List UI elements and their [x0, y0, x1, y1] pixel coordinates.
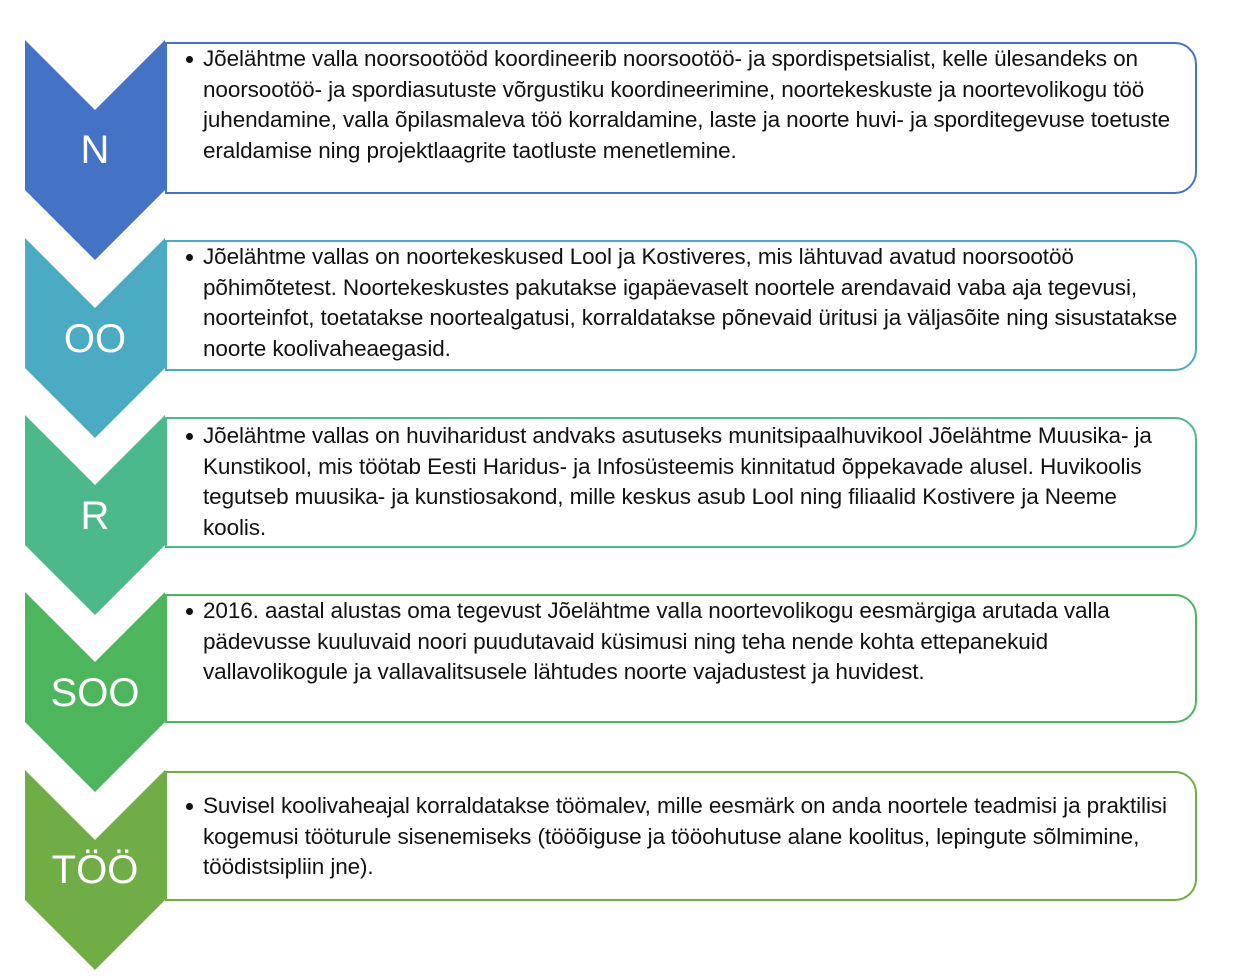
- chevron-label-r: R: [80, 494, 110, 538]
- step-text-box-2: [165, 240, 1197, 371]
- chevron-label-oo: OO: [63, 317, 127, 361]
- step-text-box-5: [165, 771, 1197, 901]
- chevron-label-soo: SOO: [50, 671, 140, 715]
- step-text-box-3: [165, 417, 1197, 548]
- bullet-text: 2016. aastal alustas oma tegevust Jõelähtme valla noortevolikogu eesmärgiga arutada valla pädevusse kuuluvaid noori puudutavaid küsimusi ning teha nende kohta ettepanekuid vallavolikogule ja vallavalitsusele lähtudes noorte vajadustest ja huvidest.: [185, 596, 1183, 688]
- bullet-text: Jõelähtme vallas on noortekeskused Lool ja Kostiveres, mis lähtuvad avatud noorsootöö põhimõtetest. Noortekeskustes pakutakse igapäevaselt noortele arendavaid vaba aja tegevusi, noorteinfot, toetatakse noortealgatusi, korraldatakse põnevaid üritusi ja väljasõite ning sisustatakse noorte koolivaheaegasid.: [185, 242, 1183, 364]
- chevron-label-n: N: [80, 128, 110, 172]
- bullet-text: Jõelähtme vallas on huviharidust andvaks asutuseks munitsipaalhuvikool Jõelähtme Muusika- ja Kunstikool, mis töötab Eesti Haridus- ja Infosüsteemis kinnitatud õppekavade alusel. Huvikoolis tegutseb muusika- ja kunstiosakond, mille keskus asub Lool ning filiaalid Kostivere ja Neeme koolis.: [185, 421, 1183, 543]
- step-text-box-4: [165, 594, 1197, 723]
- chevron-label-too: TÖÖ: [51, 848, 139, 892]
- bullet-text: Suvisel koolivaheajal korraldatakse töömalev, mille eesmärk on anda noortele teadmisi ja praktilisi kogemusi tööturule sisenemiseks (tööõiguse ja tööohutuse alane koolitus, lepingute sõlmimine, töödistsipliin jne).: [185, 791, 1183, 883]
- bullet-text: Jõelähtme valla noorsootööd koordineerib noorsootöö- ja spordispetsialist, kelle ülesandeks on noorsootöö- ja spordiasutuste võrgustiku koordineerimine, noortekeskuste ja noortevolikogu töö juhendamine, valla õpilasmaleva töö korraldamine, laste ja noorte huvi- ja sporditegevuse toetuste eraldamise ning projektlaagrite taotluste menetlemine.: [185, 44, 1183, 166]
- step-text-box-1: [165, 42, 1197, 194]
